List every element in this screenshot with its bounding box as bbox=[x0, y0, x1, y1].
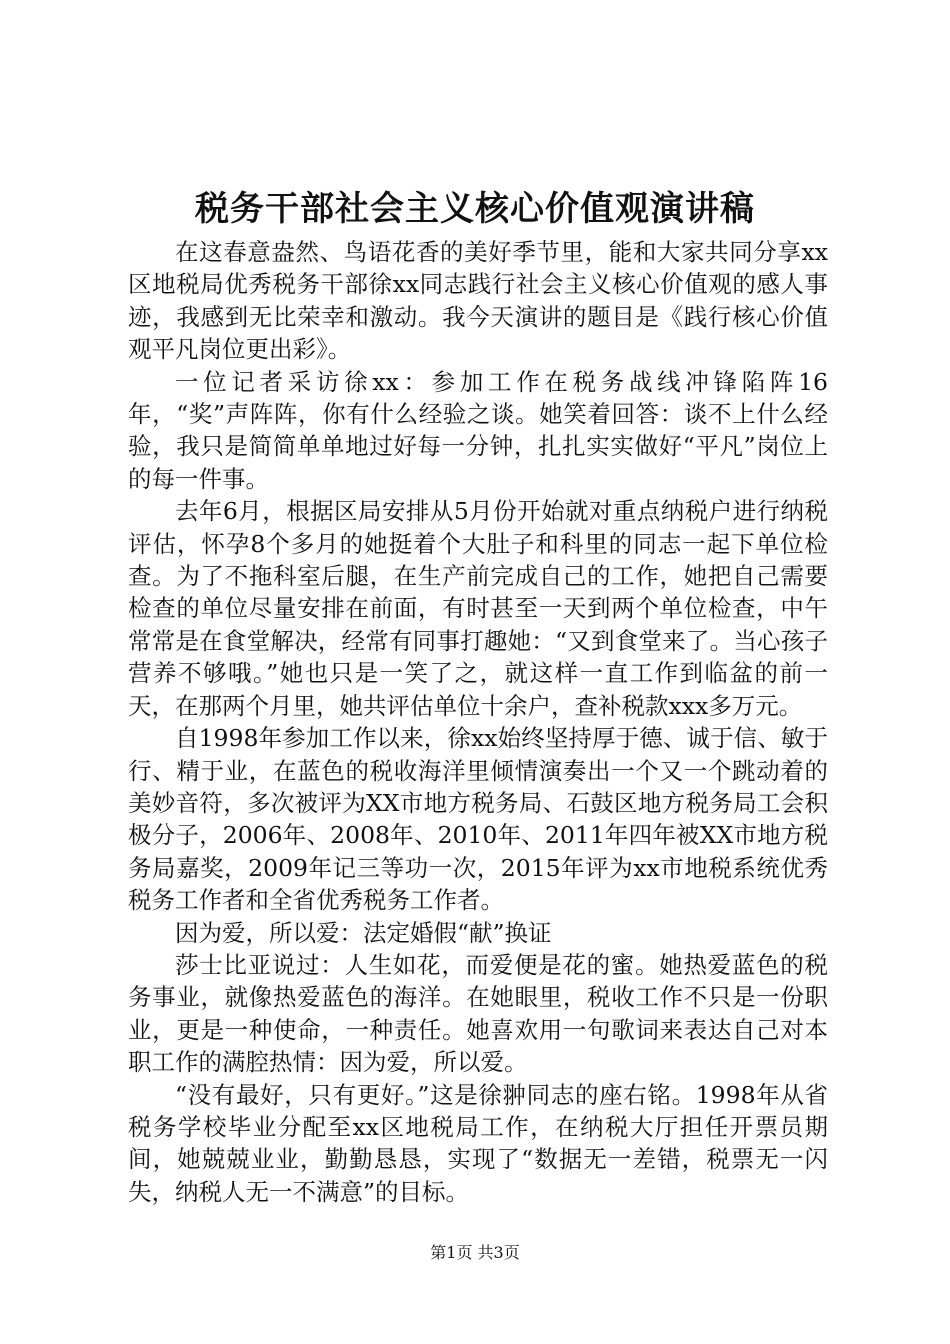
page-number-footer: 第1页 共3页 bbox=[430, 1243, 520, 1262]
paragraph-3: 去年6月，根据区局安排从5月份开始就对重点纳税户进行纳税评估，怀孕8个多月的她挺着个大肚子和科里的同志一起下单位检查。为了不拖科室后腿，在生产前完成自己的工作，她把自己需要检查的单位尽量安排在前面，有时甚至一天到两个单位检查，中午常常是在食堂解决，经常有同事打趣她：“又到食堂来了。当心孩子营养不够哦。”她也只是一笑了之，就这样一直工作到临盆的前一天，在那两个月里，她共评估单位十余户，查补税款xxx多万元。 bbox=[128, 497, 828, 720]
paragraph-5: 莎士比亚说过：人生如花，而爱便是花的蜜。她热爱蓝色的税务事业，就像热爱蓝色的海洋。在她眼里，税收工作不只是一份职业，更是一种使命，一种责任。她喜欢用一句歌词来表达自己对本职工作的满腔热情：因为爱，所以爱。 bbox=[128, 950, 828, 1077]
section-subheading: 因为爱，所以爱：法定婚假“献”换证 bbox=[175, 918, 552, 947]
paragraph-6: “没有最好，只有更好。”这是徐翀同志的座右铭。1998年从省税务学校毕业分配至xx区地税局工作，在纳税大厅担任开票员期间，她兢兢业业，勤勤恳恳，实现了“数据无一差错，税票无一闪失，纳税人无一不满意”的目标。 bbox=[128, 1080, 828, 1206]
paragraph-4: 自1998年参加工作以来，徐xx始终坚持厚于德、诚于信、敏于行、精于业，在蓝色的税收海洋里倾情演奏出一个又一个跳动着的美妙音符，多次被评为XX市地方税务局、石鼓区地方税务局工会积极分子，2006年、2008年、2010年、2011年四年被XX市地方税务局嘉奖，2009年记三等功一次，2015年评为xx市地税系统优秀税务工作者和全省优秀税务工作者。 bbox=[128, 724, 828, 915]
paragraph-2: 一位记者采访徐xx：参加工作在税务战线冲锋陷阵16年，“奖”声阵阵，你有什么经验之谈。她笑着回答：谈不上什么经验，我只是简简单单地过好每一分钟，扎扎实实做好“平凡”岗位上的每一件事。 bbox=[128, 367, 828, 493]
document-body bbox=[128, 236, 828, 1208]
document-title: 税务干部社会主义核心价值观演讲稿 bbox=[195, 189, 755, 229]
paragraph-1: 在这春意盎然、鸟语花香的美好季节里，能和大家共同分享xx区地税局优秀税务干部徐xx同志践行社会主义核心价值观的感人事迹，我感到无比荣幸和激动。我今天演讲的题目是《践行核心价值观平凡岗位更出彩》。 bbox=[128, 238, 828, 364]
